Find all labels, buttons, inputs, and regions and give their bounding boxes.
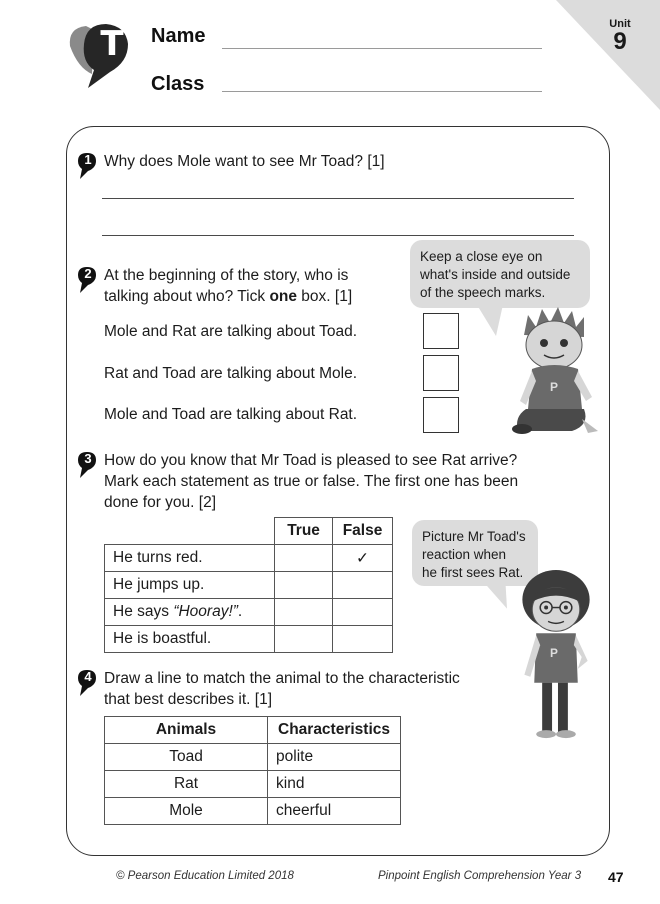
option-text: Mole and Rat are talking about Toad. [104,323,358,340]
tick-box[interactable] [423,355,459,391]
characteristic-cell[interactable]: kind [268,771,401,798]
true-false-table [104,517,393,653]
animal-cell[interactable]: Toad [105,744,268,771]
question-2-number: 2 [84,266,92,281]
false-cell[interactable] [333,626,393,653]
question-4-number: 4 [84,669,92,684]
question-3-number: 3 [84,451,92,466]
true-cell[interactable] [275,599,333,626]
table-row [105,744,401,771]
question-4-line: Draw a line to match the animal to the characteristic [104,670,460,687]
false-cell[interactable]: ✓ [333,545,393,572]
table-header-row [105,717,401,744]
name-line[interactable] [222,48,542,49]
girl-character-icon [512,566,602,744]
false-cell[interactable] [333,572,393,599]
characteristic-cell[interactable]: polite [268,744,401,771]
book-title-text: Pinpoint English Comprehension Year 3 [378,870,582,882]
name-label: Name [151,25,206,47]
boy-character-icon [512,304,602,436]
class-line[interactable] [222,91,542,92]
question-2-line-2 [104,286,404,307]
bubble-1-line: what's inside and outside [420,267,571,282]
table-blank-cell [105,518,275,545]
false-cell[interactable] [333,599,393,626]
page-number: 47 [608,869,624,885]
svg-text:P: P [550,380,559,394]
table-row [105,771,401,798]
logo-letter: T [100,24,124,64]
question-3-line: done for you. [2] [104,494,217,511]
true-cell[interactable] [275,626,333,653]
question-2-line-1: At the beginning of the story, who is [104,267,349,284]
characteristic-cell[interactable]: cheerful [268,798,401,825]
question-4-text [104,668,524,710]
true-cell[interactable] [275,545,333,572]
statement-italic: “Hooray!” [173,603,238,620]
answer-line-2[interactable] [102,235,574,236]
option-text: Mole and Toad are talking about Rat. [104,406,358,423]
copyright-text: © Pearson Education Limited 2018 [116,870,294,882]
statement-part: He says [113,603,174,620]
bubble-1-line: Keep a close eye on [420,249,543,264]
question-3-text [104,450,584,513]
statement-cell: He is boastful. [105,626,275,653]
bubble-2-line: reaction when [422,547,507,562]
table-row [105,626,393,653]
tick-box[interactable] [423,313,459,349]
question-1-number: 1 [84,152,92,167]
table-row [105,798,401,825]
unit-number: 9 [613,28,627,55]
match-table [104,716,401,825]
statement-cell: He turns red. [105,545,275,572]
bubble-2-line: Picture Mr Toad's [422,529,526,544]
q2-line2-before: talking about who? Tick [104,288,270,305]
true-cell[interactable] [275,572,333,599]
table-row [105,572,393,599]
animal-cell[interactable]: Rat [105,771,268,798]
option-text: Rat and Toad are talking about Mole. [104,365,358,382]
statement-part: . [237,603,243,620]
statement-cell: He jumps up. [105,572,275,599]
svg-text:P: P [550,645,558,660]
bubble-2-line: he first sees Rat. [422,565,524,580]
animal-cell[interactable]: Mole [105,798,268,825]
characteristics-header: Characteristics [268,717,401,744]
true-header: True [275,518,333,545]
table-header-row [105,518,393,545]
q2-line2-after: box. [1] [297,288,353,305]
question-1-text: Why does Mole want to see Mr Toad? [1] [104,153,385,170]
tip-bubble-1 [410,240,590,308]
table-row [105,599,393,626]
bubble-1-line: of the speech marks. [420,285,546,300]
table-row [105,545,393,572]
unit-label: Unit [609,18,631,30]
question-4-line: that best describes it. [1] [104,691,273,708]
animals-header: Animals [105,717,268,744]
q2-line2-bold: one [269,288,297,305]
question-3-line: How do you know that Mr Toad is pleased to see Rat arrive? [104,452,518,469]
false-header: False [333,518,393,545]
question-3-line: Mark each statement as true or false. The first one has been [104,473,519,490]
question-2-text [104,265,404,307]
statement-cell [105,599,275,626]
answer-line-1[interactable] [102,198,574,199]
class-label: Class [151,73,205,95]
tick-box[interactable] [423,397,459,433]
